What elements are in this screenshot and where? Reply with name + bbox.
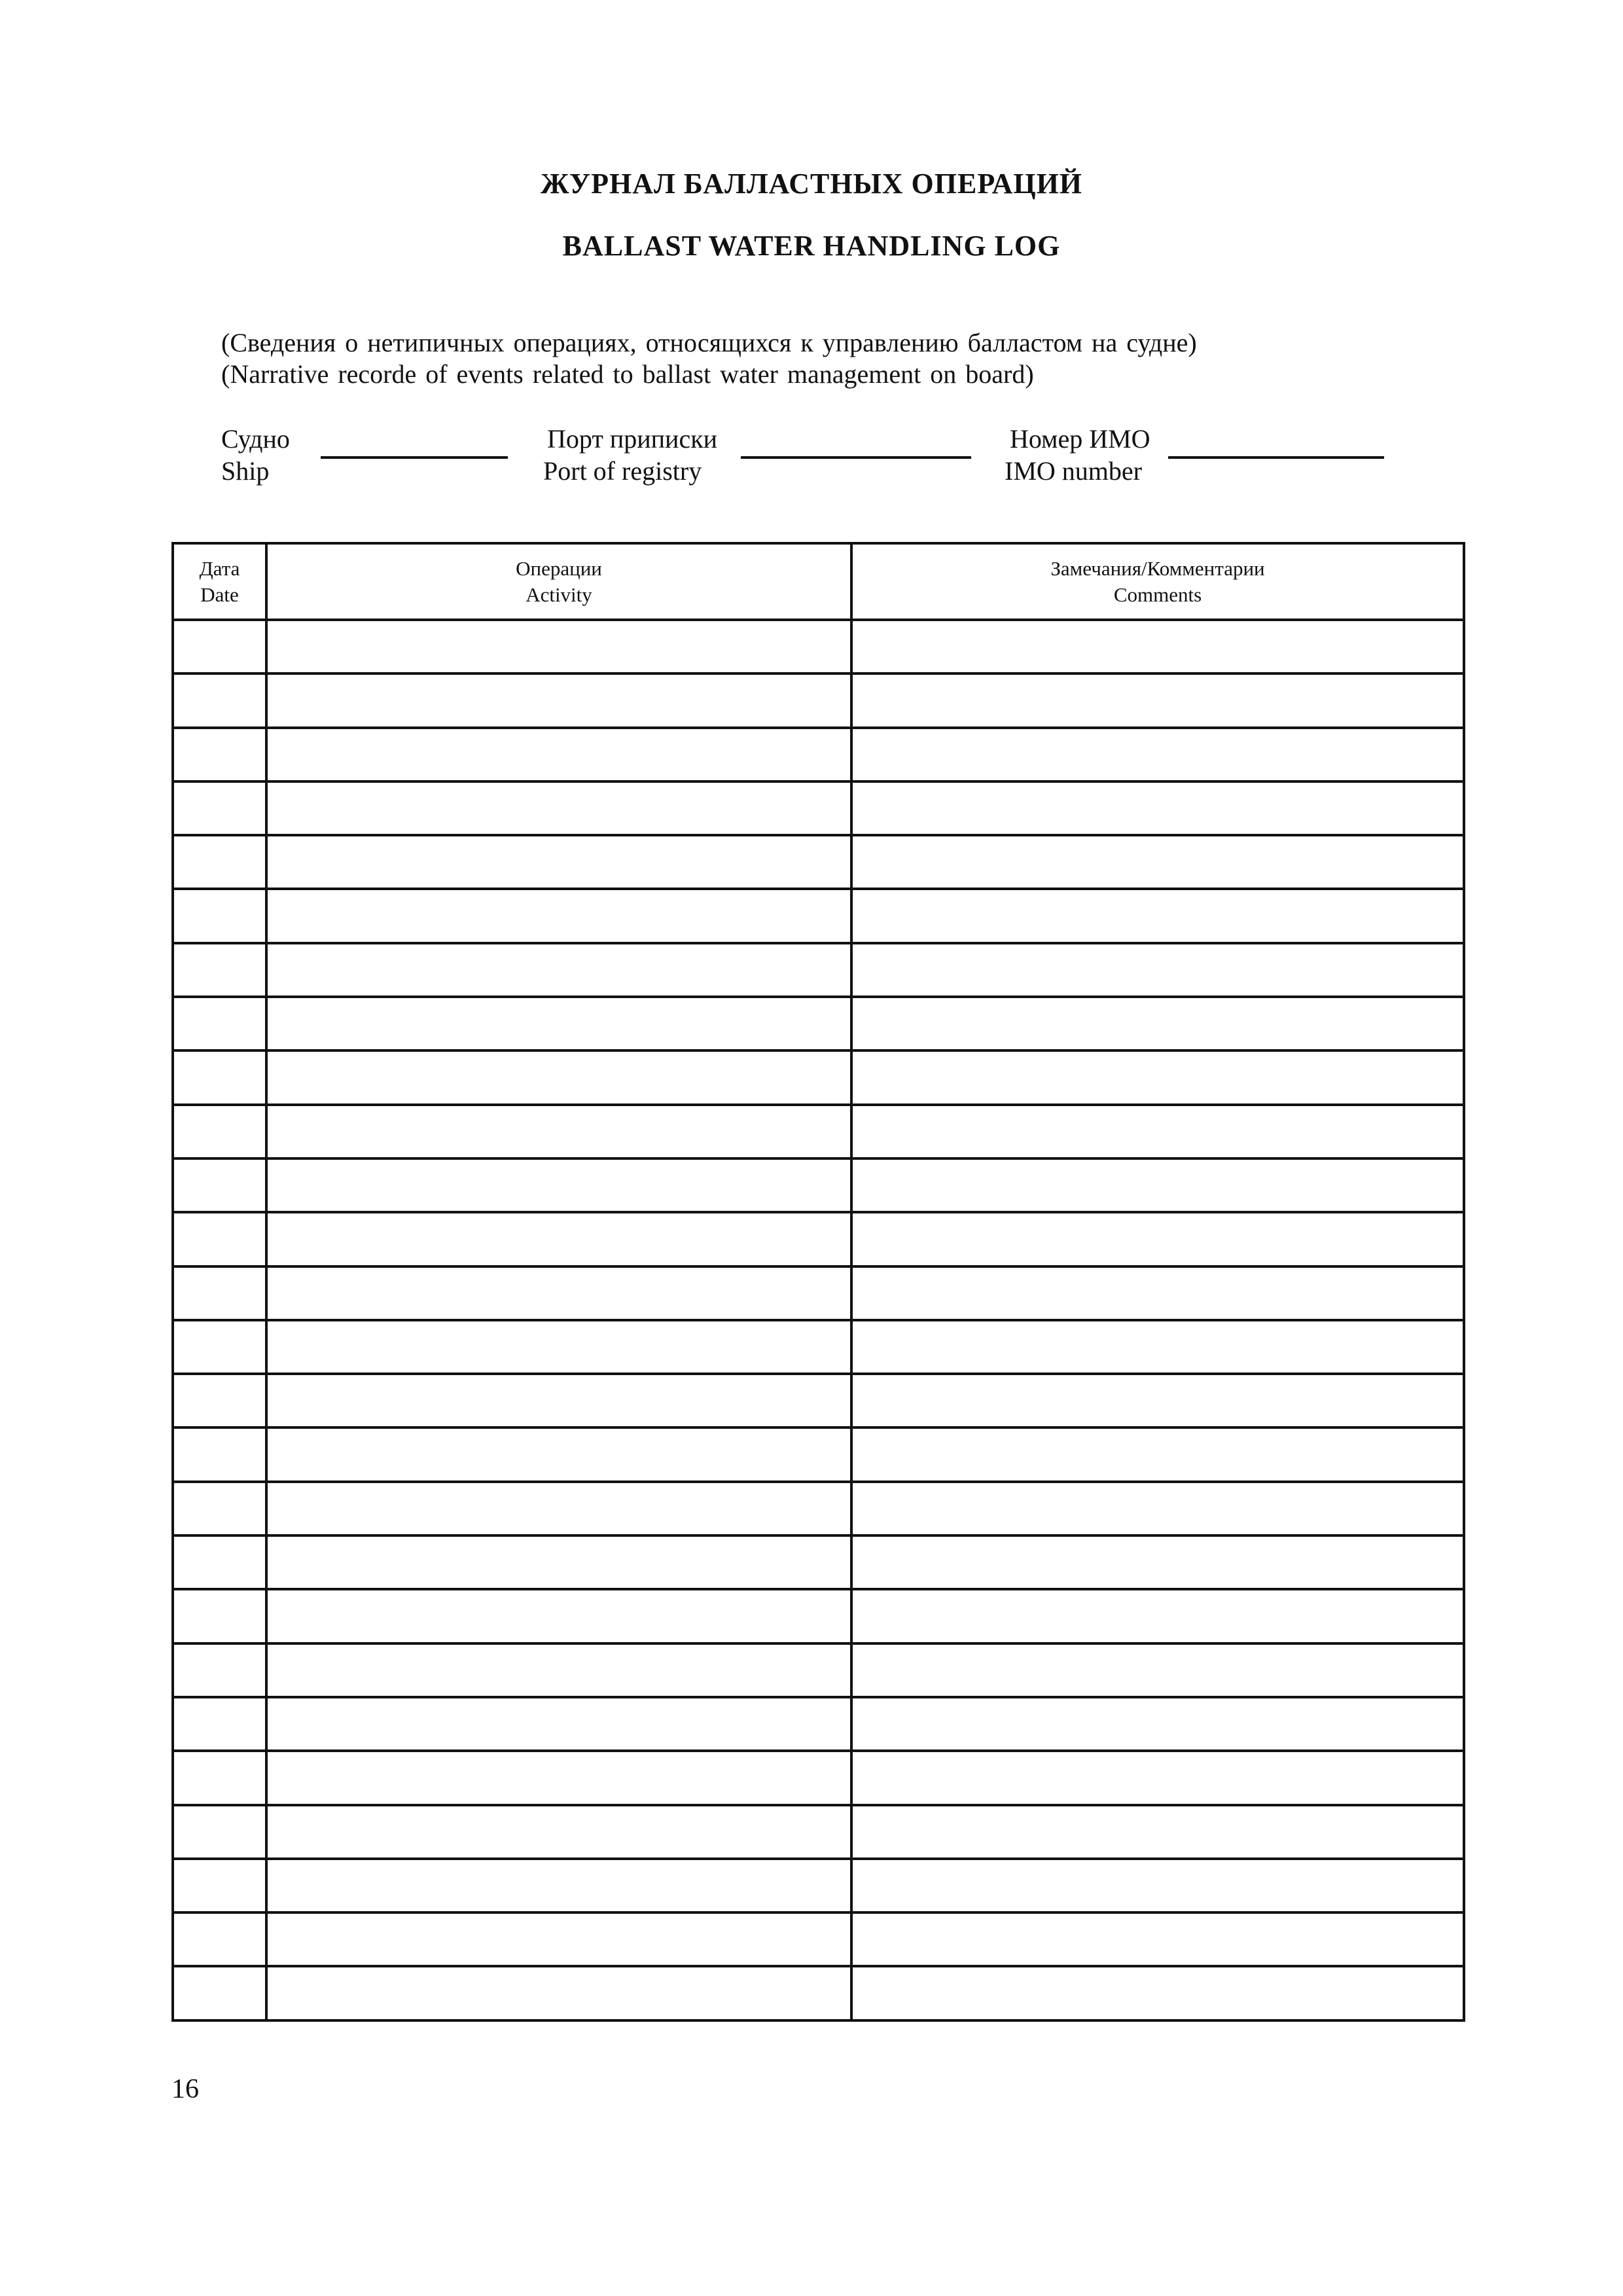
page-title-en: BALLAST WATER HANDLING LOG (562, 230, 1061, 262)
table-row (173, 943, 1464, 997)
activity-cell[interactable] (266, 835, 851, 889)
date-cell[interactable] (173, 1266, 266, 1320)
table-row (173, 1374, 1464, 1427)
date-cell[interactable] (173, 1966, 266, 2020)
date-cell[interactable] (173, 1535, 266, 1589)
date-cell[interactable] (173, 1643, 266, 1697)
date-cell[interactable] (173, 997, 266, 1050)
page-title-ru: ЖУРНАЛ БАЛЛАСТНЫХ ОПЕРАЦИЙ (540, 168, 1083, 200)
ship-input-line[interactable] (321, 456, 508, 459)
table-row (173, 1266, 1464, 1320)
activity-cell[interactable] (266, 1912, 851, 1966)
date-cell[interactable] (173, 943, 266, 997)
port-label-en: Port of registry (543, 456, 702, 486)
table-row (173, 1050, 1464, 1104)
comments-cell[interactable] (851, 1427, 1464, 1481)
table-row (173, 1212, 1464, 1266)
table-row (173, 620, 1464, 673)
activity-cell[interactable] (266, 620, 851, 673)
activity-cell[interactable] (266, 889, 851, 942)
table-row (173, 1912, 1464, 1966)
activity-cell[interactable] (266, 1589, 851, 1643)
subtitle-ru: (Сведения о нетипичных операциях, относящихся к управлению балластом на судне) (221, 328, 1197, 357)
comments-cell[interactable] (851, 1266, 1464, 1320)
comments-cell[interactable] (851, 835, 1464, 889)
table-row (173, 728, 1464, 781)
activity-cell[interactable] (266, 1212, 851, 1266)
activity-cell[interactable] (266, 1266, 851, 1320)
comments-cell[interactable] (851, 1859, 1464, 1912)
comments-cell[interactable] (851, 728, 1464, 781)
comments-cell[interactable] (851, 889, 1464, 942)
subtitle-en: (Narrative recorde of events related to ballast water management on board) (221, 359, 1034, 389)
activity-cell[interactable] (266, 943, 851, 997)
table-row (173, 997, 1464, 1050)
date-cell[interactable] (173, 1374, 266, 1427)
activity-cell[interactable] (266, 1105, 851, 1158)
activity-cell[interactable] (266, 1643, 851, 1697)
table-body (173, 620, 1464, 2020)
date-cell[interactable] (173, 1589, 266, 1643)
activity-cell[interactable] (266, 1050, 851, 1104)
comments-cell[interactable] (851, 1482, 1464, 1535)
imo-label-en: IMO number (1005, 456, 1142, 486)
port-label-ru: Порт приписки (547, 424, 718, 454)
comments-cell[interactable] (851, 620, 1464, 673)
date-cell[interactable] (173, 1320, 266, 1374)
activity-cell[interactable] (266, 781, 851, 835)
table-row (173, 1535, 1464, 1589)
comments-cell[interactable] (851, 1697, 1464, 1751)
comments-cell[interactable] (851, 1320, 1464, 1374)
date-cell[interactable] (173, 620, 266, 673)
comments-cell[interactable] (851, 1912, 1464, 1966)
activity-cell[interactable] (266, 1427, 851, 1481)
comments-cell[interactable] (851, 673, 1464, 727)
comments-cell[interactable] (851, 997, 1464, 1050)
comments-cell[interactable] (851, 781, 1464, 835)
comments-cell[interactable] (851, 1050, 1464, 1104)
activity-cell[interactable] (266, 1966, 851, 2020)
comments-cell[interactable] (851, 1158, 1464, 1212)
date-cell[interactable] (173, 1050, 266, 1104)
date-cell[interactable] (173, 1859, 266, 1912)
table-row (173, 673, 1464, 727)
table-row (173, 1482, 1464, 1535)
activity-cell[interactable] (266, 1320, 851, 1374)
date-cell[interactable] (173, 1912, 266, 1966)
date-cell[interactable] (173, 1805, 266, 1859)
date-cell[interactable] (173, 835, 266, 889)
column-header-activity-ru: Операции (516, 556, 602, 580)
comments-cell[interactable] (851, 943, 1464, 997)
comments-cell[interactable] (851, 1374, 1464, 1427)
date-cell[interactable] (173, 781, 266, 835)
imo-input-line[interactable] (1168, 456, 1384, 459)
date-cell[interactable] (173, 1105, 266, 1158)
column-header-date (173, 543, 266, 620)
comments-cell[interactable] (851, 1751, 1464, 1804)
date-cell[interactable] (173, 728, 266, 781)
port-input-line[interactable] (741, 456, 971, 459)
column-header-activity-en: Activity (526, 583, 592, 606)
comments-cell[interactable] (851, 1805, 1464, 1859)
comments-cell[interactable] (851, 1105, 1464, 1158)
table-row (173, 1966, 1464, 2020)
table-row (173, 1859, 1464, 1912)
column-header-comments-en: Comments (1113, 583, 1202, 606)
comments-cell[interactable] (851, 1966, 1464, 2020)
date-cell[interactable] (173, 1212, 266, 1266)
column-header-activity (266, 543, 851, 620)
comments-cell[interactable] (851, 1589, 1464, 1643)
activity-cell[interactable] (266, 1158, 851, 1212)
table-row (173, 1751, 1464, 1804)
activity-cell[interactable] (266, 1535, 851, 1589)
comments-cell[interactable] (851, 1643, 1464, 1697)
activity-cell[interactable] (266, 1374, 851, 1427)
table-row (173, 1105, 1464, 1158)
date-cell[interactable] (173, 1158, 266, 1212)
table-row (173, 889, 1464, 942)
ballast-log-table (171, 542, 1465, 2022)
activity-cell[interactable] (266, 1482, 851, 1535)
ship-label-ru: Судно (221, 424, 290, 454)
date-cell[interactable] (173, 1751, 266, 1804)
date-cell[interactable] (173, 673, 266, 727)
activity-cell[interactable] (266, 997, 851, 1050)
table-row (173, 1320, 1464, 1374)
table-row (173, 1805, 1464, 1859)
activity-cell[interactable] (266, 1859, 851, 1912)
activity-cell[interactable] (266, 673, 851, 727)
table-row (173, 1589, 1464, 1643)
column-header-comments (851, 543, 1464, 620)
comments-cell[interactable] (851, 1535, 1464, 1589)
page-number: 16 (171, 2074, 199, 2104)
date-cell[interactable] (173, 1482, 266, 1535)
table-row (173, 1158, 1464, 1212)
date-cell[interactable] (173, 1427, 266, 1481)
activity-cell[interactable] (266, 1697, 851, 1751)
activity-cell[interactable] (266, 1751, 851, 1804)
column-header-date-en: Date (200, 583, 239, 606)
date-cell[interactable] (173, 1697, 266, 1751)
comments-cell[interactable] (851, 1212, 1464, 1266)
column-header-date-ru: Дата (199, 556, 240, 580)
table-row (173, 1643, 1464, 1697)
date-cell[interactable] (173, 889, 266, 942)
ship-label-en: Ship (221, 456, 270, 486)
column-header-comments-ru: Замечания/Комментарии (1050, 556, 1265, 580)
table-row (173, 1697, 1464, 1751)
table-header-row (173, 543, 1464, 620)
table-row (173, 1427, 1464, 1481)
activity-cell[interactable] (266, 1805, 851, 1859)
table-row (173, 781, 1464, 835)
activity-cell[interactable] (266, 728, 851, 781)
imo-label-ru: Номер ИМО (1010, 424, 1150, 454)
table-row (173, 835, 1464, 889)
